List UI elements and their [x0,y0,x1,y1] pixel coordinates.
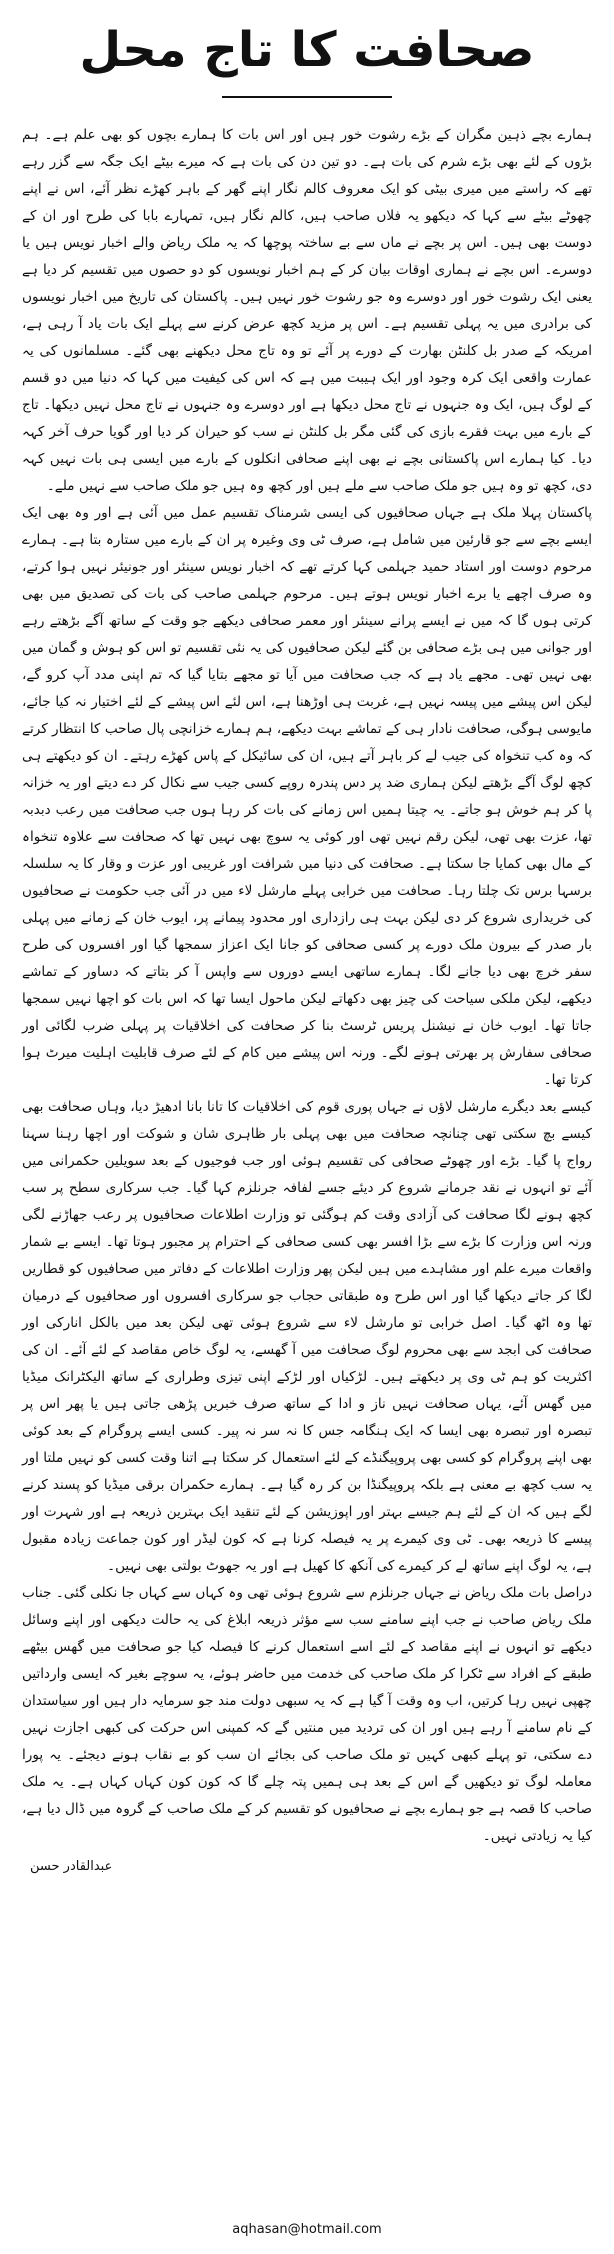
column-title [22,22,592,122]
article-body [22,122,592,1850]
article-paragraph: پاکستان پہلا ملک ہے جہاں صحافیوں کی ایسی شرمناک تقسیم عمل میں آئی ہے اور وہ بھی ایک ایسے بچے سے جو قارئین میں شامل ہے، صرف ٹی وی وغیرہ پر ان کے بارے میں ستارہ بتا ہے۔ ہمارے مرحوم دوست اور استاد حمید جہلمی کہا کرتے تھے کہ اخبار نویس سینئر اور جونیئر نہیں ہوا کرتے، وہ صرف اچھے یا برے اخبار نویس ہوتے ہیں۔ مرحوم جہلمی صاحب کی بات کی تصدیق میں بھی کرتی ہوں گا کہ میں نے ایسے پرانے سینئر اور معمر صحافی دیکھے جو وقت کے ساتھ آگے بڑھتے رہے اور جوانی میں ہی بڑے صحافی بن گئے لیکن صحافیوں کی یہ نئی تقسیم تو اس کو ہوش و گمان میں بھی نہیں تھی۔ مجھے یاد ہے کہ جب صحافت میں آیا تو مجھے بتایا گیا کہ تم اپنی مدد آپ کرو گے، لیکن اس پیشے میں پیسہ نہیں ہے، غربت ہی اوڑھنا ہے، اس لئے اس پیشے کے لئے اختیار نہ کیا جائے، مایوسی ہوگی، صحافت نادار ہی کے تماشے بہت دیکھے، ہم ہمارے خزانچی پال صاحب کا انتظار کرتے کہ وہ کب تنخواہ کی جیب لے کر باہر آتے ہیں، ان کی سائیکل کے پاس کھڑے رہتے۔ ان کو دیکھتے ہی کچھ لوگ آگے بڑھتے لیکن ہماری ضد پر دس پندرہ روپے کسی جیب سے نکال کر دے دیتے اور یہ خزانہ پا کر ہم خوش ہو جاتے۔ یہ چیتا ہمیں اس زمانے کی بات کر رہا ہوں جب صحافت میں رعب دبدبہ تھا، عزت بھی تھی، لیکن رقم نہیں تھی اور کوئی یہ سوچ بھی نہیں تھا کہ صحافت سے علاوہ تنخواہ کے مال بھی کمایا جا سکتا ہے۔ صحافت کی دنیا میں شرافت اور غریبی اور عزت و وقار کا یہ سلسلہ برسہا برس تک چلتا رہا۔ صحافت میں خرابی پہلے مارشل لاء میں در آئی جب حکومت نے صحافیوں کی خریداری شروع کر دی لیکن بہت ہی رازداری اور محدود پیمانے پر، ایوب خان کے زمانے میں پہلی بار صدر کے بیرون ملک دورے پر کسی صحافی کو جانا ایک اعزاز سمجھا گیا اور افسروں کی طرح سفر خرچ بھی دیا جانے لگا۔ ہمارے ساتھی ایسے دوروں سے واپس آ کر بتاتے کہ دساور کے تماشے دیکھے، لیکن ملکی سیاحت کی چیز بھی دکھاتے لیکن ماحول ایسا تھا کہ اس بات کو اچھا نہیں سمجھا جاتا تھا۔ ایوب خان نے نیشنل پریس ٹرسٹ بنا کر صحافت کی اخلاقیات پر پہلی ضرب لگائی اور صحافی سفارش پر بھرتی ہونے لگے۔ ورنہ اس پیشے میں کام کے لئے صرف قابلیت اہلیت میرٹ ہوا کرتا تھا۔ [22,505,592,1088]
title-underline [222,96,392,98]
article-paragraph: کیسے بعد دیگرے مارشل لاؤں نے جہاں پوری قوم کی اخلاقیات کا تانا بانا ادھیڑ دیا، وہاں صحافت بھی کیسے بچ سکتی تھی چنانچہ صحافت میں بھی پہلی بار ظاہری شان و شوکت اور اچھا رہنا سہنا رواج پا گیا۔ بڑے اور چھوٹے صحافی کی تقسیم ہوئی اور جب فوجیوں کے بعد سویلین حکمرانی میں آئے تو انہوں نے نقد جرمانے شروع کر دیئے جسے لفافہ جرنلزم کہا گیا۔ جب سرکاری سطح پر سب کچھ ہونے لگا صحافت کی آزادی وقت کم ہوگئی تو وزارت اطلاعات صحافیوں پر رعب جھاڑنے لگی ورنہ اس وزارت کا بڑے سے بڑا افسر بھی کسی صحافی کے احترام پر مجبور ہوتا تھا۔ ایسے بے شمار واقعات میرے علم اور مشاہدے میں ہیں لیکن پھر وزارت اطلاعات کے دفاتر میں صحافیوں کو قطاریں لگا کر جاتے دیکھا گیا اور اس طرح وہ طبقاتی حجاب جو سرکاری افسروں اور صحافیوں کے درمیان تھا وہ اٹھ گیا۔ اصل خرابی تو مارشل لاء سے شروع ہوئی تھی لیکن بعد میں بالکل انارکی اور صحافت کی ابجد سے بھی محروم لوگ صحافت میں آ گھسے، یہ لوگ خاص مقاصد کے لئے آئے۔ ان کی اکثریت کو ہم ٹی وی پر دیکھتے ہیں۔ لڑکیاں اور لڑکے اپنی تیزی وطراری کے ساتھ الیکٹرانک میڈیا میں گھس آئے، یہاں صحافت نہیں ناز و ادا کے ساتھ صرف خبریں پڑھی جاتی ہیں یا پھر اس پر تبصرہ اور تبصرہ بھی ایسا کہ ایک ہنگامہ جس کا نہ سر نہ پیر۔ کسی ایسے پروگرام کے بعد کوئی بھی اپنے پروگرام کو کسی بھی پروپیگنڈے کے لئے استعمال کر سکتا ہے اتنا وقت کسی کو نہیں ملتا اور یہ سب کچھ بے معنی ہے بلکہ پروپیگنڈا بن کر رہ گیا ہے۔ ہمارے حکمران برقی میڈیا کو پسند کرنے لگے ہیں کہ ان کے لئے ہم جیسے بہتر اور اپوزیشن کے لئے تنقید ایک بہترین ذریعہ ہے اور شہرت اور پیسے کا ذریعہ بھی۔ ٹی وی کیمرے پر یہ فیصلہ کرنا ہے کہ کون لیڈر اور کون جماعت زیادہ مقبول ہے، یہ لوگ اپنے ساتھ لے کر کیمرے کی آنکھ کا کھیل ہے اور یہ جھوٹ بولتی بھی نہیں۔ [22,1099,592,1574]
author-email: aqhasan@hotmail.com [232,2222,382,2237]
column-title-text: صحافت کا تاج محل [79,22,535,78]
article-paragraph: دراصل بات ملک ریاض نے جہاں جرنلزم سے شروع ہوئی تھی وہ کہاں سے کہاں جا نکلی گئی۔ جناب ملک ریاض صاحب نے جب اپنے سامنے سب سے مؤثر ذریعہ ابلاغ کی یہ حالت دیکھی اور اپنے وسائل دیکھے تو انہوں نے اپنے مقاصد کے لئے اسے استعمال کرنے کا فیصلہ کیا جو صحافت میں گھس بیٹھے طبقے کے افراد سے ٹکرا کر ملک صاحب کی خدمت میں حاضر ہوئے، یہ سوچے بغیر کہ ایسی وارداتیں چھپی نہیں رہا کرتیں، اب وہ وقت آ گیا ہے کہ یہ سبھی دولت مند جو سرمایہ دار ہیں اور سیاستدان کے نام سامنے آ رہے ہیں اور ان کی تردید میں منتیں گے کہ کمپنی اس حرکت کی کبھی اجازت نہیں دے سکتی، تو پہلے کبھی کہیں تو ملک صاحب کی بجائے ان سب کو بے نقاب ہونے دیجئے۔ یہ پورا معاملہ لوگ تو دیکھیں گے اس کے بعد ہی ہمیں پتہ چلے گا کہ کون کون کہاں کہاں ہے۔ یہ ملک صاحب کا قصہ ہے جو ہمارے بچے نے صحافیوں کو تقسیم کر کے ملک صاحب کے گروہ میں ڈال دیا ہے، کیا یہ زیادتی نہیں۔ [22,1585,592,1844]
author-name: عبدالقادر حسن [30,1859,113,1874]
article-paragraph: ہمارے بچے ذہین مگران کے بڑے رشوت خور ہیں اور اس بات کا ہمارے بچوں کو بھی علم ہے۔ ہم بڑوں کے لئے بھی بڑے شرم کی بات ہے۔ دو تین دن کی بات ہے کہ میرے بیٹے ایک جگہ سے گزر رہے تھے کہ راستے میں میری بیٹی کو ایک معروف کالم نگار اپنے گھر کے باہر کھڑے نظر آئے، اس نے اپنے چھوٹے بیٹے سے کہا کہ دیکھو یہ فلاں صاحب ہیں، کالم نگار ہیں، تمہارے بابا کی طرح اور ان کے دوست بھی ہیں۔ اس پر بچے نے ماں سے بے ساختہ پوچھا کہ یہ ملک ریاض والے اخبار نویس ہیں یا دوسرے۔ اس بچے نے ہماری اوقات بیان کر کے ہم اخبار نویسوں کو دو حصوں میں تقسیم کر دیا ہے یعنی ایک رشوت خور اور دوسرے وہ جو رشوت خور نہیں ہیں۔ پاکستان کی تاریخ میں اخبار نویسوں کی برادری میں یہ پہلی تقسیم ہے۔ اس پر مزید کچھ عرض کرنے سے پہلے ایک بات یاد آ رہی ہے، امریکہ کے صدر بل کلنٹن بھارت کے دورے پر آئے تو وہ تاج محل دیکھنے بھی گئے۔ مسلمانوں کی یہ عمارت واقعی ایک کرہ وجود اور ایک ہیبت میں ہے کہ اس کی کیفیت میں کہا کہ دنیا میں دو قسم کے لوگ ہیں، ایک وہ جنہوں نے تاج محل دیکھا ہے اور دوسرے وہ جنہوں نے تاج محل نہیں دیکھا۔ تاج کے بارے میں بہت فقرے بازی کی گئی مگر بل کلنٹن نے سب کو حیران کر دیا اور گویا حرف آخر کہہ دیا۔ کیا ہمارے اس پاکستانی بچے نے بھی اپنے صحافی انکلوں کے بارے میں ایسی ہی بات نہیں کہہ دی، کچھ تو وہ ہیں جو ملک صاحب سے ملے ہیں اور کچھ وہ ہیں جو ملک صاحب سے نہیں ملے۔ [22,127,592,494]
